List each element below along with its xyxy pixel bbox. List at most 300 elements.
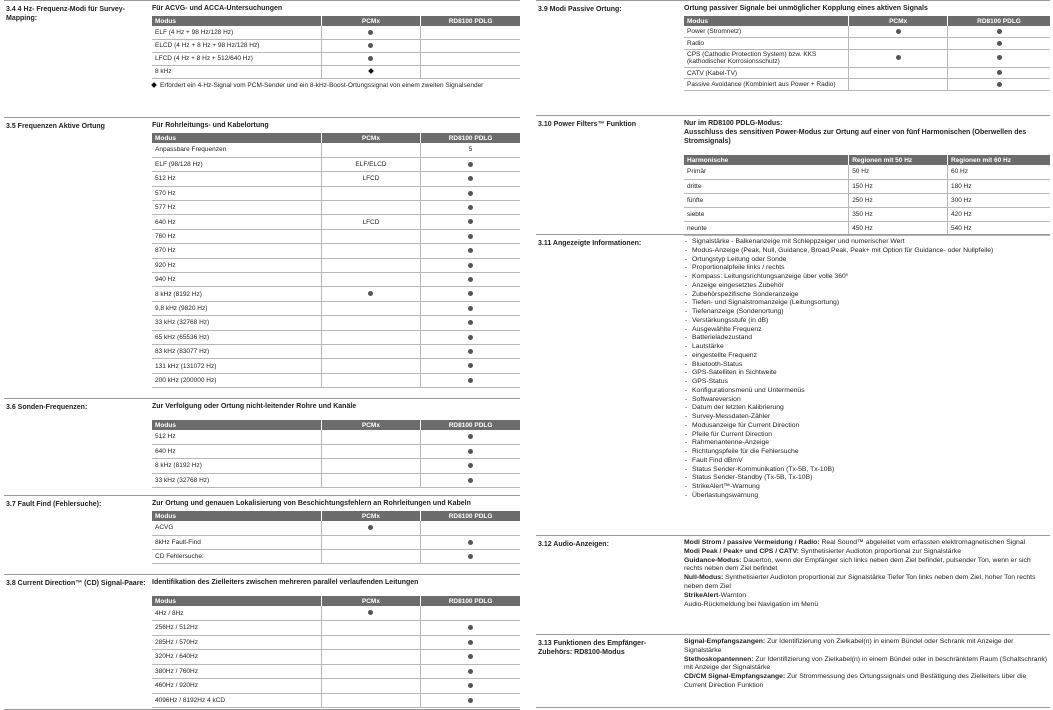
pcmx-cell bbox=[849, 67, 948, 79]
pcmx-cell bbox=[321, 52, 420, 65]
table-row bbox=[152, 664, 520, 679]
list-item: - Fault Find dBmV bbox=[692, 457, 1050, 466]
pcmx-cell bbox=[321, 621, 420, 636]
pcmx-cell bbox=[849, 26, 948, 38]
table-row bbox=[152, 301, 520, 315]
list-item: - Lautstärke bbox=[692, 343, 1050, 352]
list-item: - Signalstärke - Balkenanzeige mit Schleppzeiger und numerischer Wert bbox=[692, 238, 1050, 247]
bullet-dot-icon bbox=[368, 43, 373, 48]
table-header-row bbox=[152, 16, 520, 26]
pcmx-cell bbox=[321, 473, 420, 487]
mode-cell: 8 kHz (8192 Hz) bbox=[152, 287, 321, 301]
rd8100-cell bbox=[421, 635, 520, 650]
table-row bbox=[684, 26, 1050, 38]
bullet-dot-icon bbox=[468, 234, 473, 239]
rd8100-cell bbox=[948, 26, 1051, 38]
pcmx-cell bbox=[321, 301, 420, 315]
section-3-6 bbox=[4, 398, 520, 495]
bullet-dot-icon bbox=[468, 263, 473, 268]
section-3-9 bbox=[536, 0, 1050, 115]
paragraph bbox=[684, 574, 1050, 592]
table-row bbox=[684, 67, 1050, 79]
bullet-dot-icon bbox=[368, 56, 373, 61]
paragraph-label: CD/CM Signal-Empfangszange: bbox=[684, 673, 786, 681]
harmonic-cell: 420 Hz bbox=[948, 207, 1051, 221]
bullet-dot-icon bbox=[368, 30, 373, 35]
bullet-dot-icon bbox=[468, 248, 473, 253]
table-row bbox=[684, 38, 1050, 50]
section-3-5 bbox=[4, 117, 520, 398]
rd8100-cell bbox=[421, 650, 520, 665]
list-item: - GPS-Satelliten in Sichtweite bbox=[692, 369, 1050, 378]
list-item: - Batterieladezustand bbox=[692, 334, 1050, 343]
column-header: RD8100 PDLG bbox=[948, 16, 1051, 26]
table-row bbox=[152, 65, 520, 78]
paragraph bbox=[684, 557, 1050, 575]
paragraph-text: -Warnton bbox=[718, 591, 747, 599]
paragraph-label: Modi Strom / passive Vermeidung / Radio: bbox=[684, 539, 820, 546]
pcmx-cell bbox=[321, 650, 420, 665]
table-row bbox=[152, 459, 520, 473]
rd8100-cell bbox=[421, 316, 520, 330]
mode-cell: Power (Stromnetz) bbox=[684, 26, 849, 38]
column-header: PCMx bbox=[321, 596, 420, 606]
mode-cell: CATV (Kabel-TV) bbox=[684, 67, 849, 79]
table-row bbox=[152, 215, 520, 229]
column-header: PCMx bbox=[321, 420, 420, 430]
section-description: Für ACVG- und ACCA-Untersuchungen bbox=[152, 5, 283, 12]
section-body bbox=[684, 536, 1050, 634]
mode-cell: 83 kHz (83077 Hz) bbox=[152, 344, 321, 358]
bullet-dot-icon bbox=[468, 162, 473, 167]
right-column bbox=[536, 0, 1050, 708]
bullet-dot-icon bbox=[368, 291, 373, 296]
table-row bbox=[152, 26, 520, 39]
section-title: 3.8 Current Direction™ (CD) Signal-Paare: bbox=[6, 580, 146, 587]
section-title: 3.12 Audio-Anzeigen: bbox=[538, 541, 609, 548]
pcmx-cell bbox=[321, 549, 420, 563]
mode-cell: Passive Avoidance (Kombiniert aus Power + Radio) bbox=[684, 79, 849, 91]
rd8100-cell bbox=[421, 521, 520, 535]
diamond-icon bbox=[151, 82, 157, 88]
column-header: RD8100 PDLG bbox=[421, 133, 520, 143]
list-item: - Richtungspfeile für die Fehlersuche bbox=[692, 448, 1050, 457]
section-body bbox=[684, 1, 1050, 115]
rd8100-cell bbox=[421, 172, 520, 186]
rd8100-cell bbox=[421, 244, 520, 258]
bullet-dot-icon bbox=[468, 219, 473, 224]
mode-table bbox=[152, 511, 520, 564]
rd8100-cell bbox=[948, 38, 1051, 50]
column-header: Modus bbox=[152, 511, 321, 521]
section-3-10 bbox=[536, 115, 1050, 234]
section-title: 3.7 Fault Find (Fehlersuche): bbox=[6, 501, 102, 508]
column-header: PCMx bbox=[849, 16, 948, 26]
bullet-dot-icon bbox=[896, 29, 901, 34]
rd8100-cell bbox=[948, 49, 1051, 67]
rd8100-cell bbox=[421, 459, 520, 473]
paragraph bbox=[684, 601, 1050, 610]
section-title: 3.13 Funktionen des Empfänger-Zubehörs: RD8100-Modus bbox=[538, 640, 647, 656]
paragraph-label: Null-Modus: bbox=[684, 574, 724, 582]
mode-cell: 33 kHz (32768 Hz) bbox=[152, 316, 321, 330]
table-row bbox=[152, 359, 520, 373]
table-row bbox=[684, 221, 1050, 235]
pcmx-cell bbox=[321, 373, 420, 387]
table-row bbox=[684, 79, 1050, 91]
rd8100-cell bbox=[421, 186, 520, 200]
rd8100-cell bbox=[421, 359, 520, 373]
mode-cell: 131 kHz (131072 Hz) bbox=[152, 359, 321, 373]
column-header: PCMx bbox=[321, 511, 420, 521]
table-row bbox=[152, 143, 520, 157]
pcmx-cell bbox=[321, 606, 420, 621]
mode-cell: ELF (98/128 Hz) bbox=[152, 157, 321, 171]
table-row bbox=[152, 549, 520, 563]
list-item: - Konfigurationsmenü und Untermenüs bbox=[692, 387, 1050, 396]
mode-cell: 640 Hz bbox=[152, 444, 321, 458]
section-title: 3.11 Angezeigte Informationen: bbox=[538, 240, 642, 247]
pcmx-cell bbox=[321, 521, 420, 535]
table-header-row bbox=[152, 511, 520, 521]
bullet-dot-icon bbox=[368, 525, 373, 530]
column-header: RD8100 PDLG bbox=[421, 16, 520, 26]
rd8100-cell bbox=[421, 273, 520, 287]
bullet-dot-icon bbox=[468, 349, 473, 354]
list-item: - eingestellte Frequenz bbox=[692, 352, 1050, 361]
rd8100-cell bbox=[421, 287, 520, 301]
paragraph-text: Synthetisierter Audioton proportional zur Signalstärke bbox=[798, 547, 961, 555]
section-body bbox=[684, 116, 1050, 234]
table-header-row bbox=[684, 155, 1050, 165]
section-3-7 bbox=[4, 495, 520, 574]
rd8100-cell bbox=[421, 373, 520, 387]
list-item: - Kompass: Leitungsrichtungsanzeige über volle 360° bbox=[692, 273, 1050, 282]
bullet-dot-icon bbox=[468, 463, 473, 468]
table-row bbox=[152, 635, 520, 650]
pcmx-cell bbox=[321, 65, 420, 78]
paragraph-text: Real Sound™ abgeleitet vom erfassten elektromagnetischen Signal bbox=[819, 539, 1026, 546]
pcmx-cell bbox=[321, 201, 420, 215]
rd8100-cell bbox=[421, 693, 520, 708]
table-row bbox=[152, 273, 520, 287]
column-header: PCMx bbox=[321, 16, 420, 26]
list-item: - Überlastungswarnung bbox=[692, 492, 1050, 501]
mode-cell: 870 Hz bbox=[152, 244, 321, 258]
section-title: 3.9 Modi Passive Ortung: bbox=[538, 6, 622, 13]
table-row bbox=[152, 172, 520, 186]
harmonic-cell: 50 Hz bbox=[849, 165, 948, 179]
mode-cell: ELCD (4 Hz + 8 Hz + 98 Hz/128 Hz) bbox=[152, 39, 321, 52]
bullet-dot-icon bbox=[896, 55, 901, 60]
pcmx-cell: LFCD bbox=[321, 172, 420, 186]
section-description: Identifikation des Zielleiters zwischen mehreren parallel verlaufenden Leitungen bbox=[152, 579, 419, 586]
section-description: Zur Ortung und genauen Lokalisierung von Beschichtungsfehlern an Rohrleitungen und Kabeln bbox=[152, 500, 471, 507]
mode-table bbox=[684, 16, 1050, 91]
table-row bbox=[152, 287, 520, 301]
bullet-dot-icon bbox=[997, 82, 1002, 87]
rd8100-cell bbox=[421, 664, 520, 679]
section-description: Zur Verfolgung oder Ortung nicht-leitender Rohre und Kanäle bbox=[152, 403, 357, 410]
section-3-12 bbox=[536, 535, 1050, 634]
rd8100-cell bbox=[421, 549, 520, 563]
pcmx-cell bbox=[321, 143, 420, 157]
paragraph bbox=[684, 656, 1050, 674]
table-row bbox=[152, 344, 520, 358]
table-row bbox=[152, 621, 520, 636]
paragraph bbox=[684, 539, 1050, 548]
pcmx-cell bbox=[321, 535, 420, 549]
rd8100-cell bbox=[421, 201, 520, 215]
pcmx-cell bbox=[321, 330, 420, 344]
bullet-dot-icon bbox=[468, 434, 473, 439]
column-header: RD8100 PDLG bbox=[421, 511, 520, 521]
bullet-dot-icon bbox=[468, 669, 473, 674]
harmonic-cell: dritte bbox=[684, 179, 849, 193]
column-header: Modus bbox=[152, 420, 321, 430]
bullet-dot-icon bbox=[468, 320, 473, 325]
mode-cell: 920 Hz bbox=[152, 258, 321, 272]
bullet-dot-icon bbox=[468, 191, 473, 196]
section-body bbox=[152, 1, 520, 117]
bullet-dot-icon bbox=[997, 41, 1002, 46]
table-row bbox=[684, 207, 1050, 221]
paragraph bbox=[684, 592, 1050, 601]
bullet-dot-icon bbox=[468, 640, 473, 645]
mode-cell: 760 Hz bbox=[152, 229, 321, 243]
pcmx-cell bbox=[321, 459, 420, 473]
table-row bbox=[152, 473, 520, 487]
mode-cell: LFCD (4 Hz + 8 Hz + 512/640 Hz) bbox=[152, 52, 321, 65]
bullet-dot-icon bbox=[468, 449, 473, 454]
harmonic-cell: 180 Hz bbox=[948, 179, 1051, 193]
list-item: - Verstärkungsstufe (in dB) bbox=[692, 317, 1050, 326]
mode-cell bbox=[684, 49, 849, 67]
rd8100-cell bbox=[948, 79, 1051, 91]
mode-cell: 4096Hz / 8192Hz 4 kCD bbox=[152, 693, 321, 708]
section-body bbox=[152, 575, 520, 709]
pcmx-cell bbox=[849, 49, 948, 67]
column-header: PCMx bbox=[321, 133, 420, 143]
table-row bbox=[152, 186, 520, 200]
section-body bbox=[684, 635, 1050, 707]
paragraph-text: Zur Strommessung des Ortungssignals und Bestätigung des Zielleiters über die Current Direction Funktion bbox=[684, 673, 1027, 689]
mode-cell: 640 Hz bbox=[152, 215, 321, 229]
pcmx-cell bbox=[321, 26, 420, 39]
mode-cell: 33 kHz (32768 Hz) bbox=[152, 473, 321, 487]
pcmx-cell bbox=[321, 273, 420, 287]
section-body bbox=[152, 118, 520, 398]
mode-label-line2: (kathodischer Korrosionsschutz) bbox=[687, 58, 780, 66]
footnote-text: Erfordert ein 4-Hz-Signal vom PCM-Sender und ein 8-kHz-Boost-Ortungssignal von einem zweiten Signalsender bbox=[160, 81, 484, 89]
rd8100-cell bbox=[421, 679, 520, 694]
table-row bbox=[152, 201, 520, 215]
list-item: - Bluetooth-Status bbox=[692, 361, 1050, 370]
mode-cell: Anpassbare Frequenzen bbox=[152, 143, 321, 157]
bullet-dot-icon bbox=[997, 55, 1002, 60]
paragraph-label: StrikeAlert bbox=[684, 591, 719, 599]
list-item: - Zubehörspezifische Sonderanzeige bbox=[692, 291, 1050, 300]
harmonic-cell: fünfte bbox=[684, 193, 849, 207]
rd8100-cell bbox=[421, 330, 520, 344]
list-item: - Datum der letzten Kalibrierung bbox=[692, 404, 1050, 413]
mode-table bbox=[152, 133, 520, 388]
bullet-dot-icon bbox=[468, 378, 473, 383]
mode-cell: 320Hz / 640Hz bbox=[152, 650, 321, 665]
mode-cell: 512 Hz bbox=[152, 172, 321, 186]
pcmx-cell bbox=[321, 635, 420, 650]
bullet-dot-icon bbox=[468, 478, 473, 483]
list-item: - Survey-Messdaten-Zähler bbox=[692, 413, 1050, 422]
mode-label: CPS (Cathodic Protection System) bzw. KKS bbox=[687, 50, 817, 58]
column-header: Harmonische bbox=[684, 155, 849, 165]
harmonic-cell: 60 Hz bbox=[948, 165, 1051, 179]
paragraph-label: Stethoskopantennen: bbox=[684, 655, 754, 663]
pcmx-cell bbox=[321, 287, 420, 301]
pcmx-cell bbox=[849, 79, 948, 91]
paragraph-text: Dauerton, wenn der Empfänger sich links neben dem Ziel befindet, pulsender Ton, wenn er sich rechts neben dem Ziel befindet bbox=[684, 556, 1031, 573]
pcmx-cell bbox=[321, 664, 420, 679]
harmonic-cell: 300 Hz bbox=[948, 193, 1051, 207]
table-header-row bbox=[152, 596, 520, 606]
rd8100-cell bbox=[421, 535, 520, 549]
paragraph-text: Synthetisierter Audioton proportional zur Signalstärke Tiefer Ton links neben dem Ziel, hoher Ton rechts neben dem Ziel bbox=[684, 574, 1036, 590]
section-description: Nur im RD8100 PDLG-Modus: bbox=[684, 120, 783, 127]
column-header: Regionen mit 60 Hz bbox=[948, 155, 1051, 165]
pcmx-cell bbox=[321, 444, 420, 458]
section-body bbox=[152, 399, 520, 495]
rd8100-cell bbox=[421, 39, 520, 52]
section-description: Ortung passiver Signale bei unmöglicher Kopplung eines aktiven Signals bbox=[684, 5, 928, 12]
table-row bbox=[152, 258, 520, 272]
rd8100-cell bbox=[421, 301, 520, 315]
harmonic-cell: 150 Hz bbox=[849, 179, 948, 193]
pcmx-cell bbox=[321, 344, 420, 358]
list-item: - Rahmenantenne-Anzeige bbox=[692, 439, 1050, 448]
rd8100-cell bbox=[948, 67, 1051, 79]
mode-cell: CD Fehlersuche: bbox=[152, 549, 321, 563]
section-description: Für Rohrleitungs- und Kabelortung bbox=[152, 122, 269, 129]
bullet-dot-icon bbox=[468, 625, 473, 630]
list-item: - Anzeige eingesetztes Zubehör bbox=[692, 282, 1050, 291]
mode-cell: ELF (4 Hz + 98 Hz/128 Hz) bbox=[152, 26, 321, 39]
list-item: - Modusanzeige für Current Direction bbox=[692, 422, 1050, 431]
rd8100-cell bbox=[421, 473, 520, 487]
rd8100-cell bbox=[421, 621, 520, 636]
bullet-dot-icon bbox=[468, 363, 473, 368]
pcmx-cell bbox=[321, 693, 420, 708]
mode-cell: 9,8 kHz (9820 Hz) bbox=[152, 301, 321, 315]
info-list bbox=[684, 238, 1050, 501]
mode-cell: 200 kHz (200000 Hz) bbox=[152, 373, 321, 387]
table-row bbox=[152, 650, 520, 665]
bullet-dot-icon bbox=[468, 540, 473, 545]
pcmx-cell bbox=[321, 186, 420, 200]
table-row bbox=[152, 521, 520, 535]
pcmx-cell: ELF/ELCD bbox=[321, 157, 420, 171]
rd8100-cell bbox=[421, 52, 520, 65]
mode-cell: 460Hz / 920Hz bbox=[152, 679, 321, 694]
table-row bbox=[152, 693, 520, 708]
table-row bbox=[152, 316, 520, 330]
table-row bbox=[152, 39, 520, 52]
diamond-icon bbox=[368, 68, 374, 74]
pcmx-cell bbox=[849, 38, 948, 50]
rd8100-cell bbox=[421, 444, 520, 458]
rd8100-cell bbox=[421, 606, 520, 621]
pcmx-cell bbox=[321, 679, 420, 694]
mode-cell: 940 Hz bbox=[152, 273, 321, 287]
rd8100-cell bbox=[421, 430, 520, 444]
table-row bbox=[684, 193, 1050, 207]
table-row bbox=[152, 679, 520, 694]
bullet-dot-icon bbox=[468, 335, 473, 340]
bullet-dot-icon bbox=[468, 306, 473, 311]
table-row bbox=[684, 49, 1050, 67]
pcmx-cell bbox=[321, 430, 420, 444]
rd8100-cell bbox=[421, 344, 520, 358]
list-item: - StrikeAlert™-Warnung bbox=[692, 483, 1050, 492]
bullet-dot-icon bbox=[468, 698, 473, 703]
bullet-dot-icon bbox=[468, 205, 473, 210]
list-item: - Proportionalpfeile links / rechts bbox=[692, 264, 1050, 273]
mode-cell: 4Hz / 8Hz bbox=[152, 606, 321, 621]
pcmx-cell bbox=[321, 359, 420, 373]
mode-cell: 380Hz / 760Hz bbox=[152, 664, 321, 679]
bullet-dot-icon bbox=[468, 683, 473, 688]
list-item: - Ortungstyp Leitung oder Sonde bbox=[692, 256, 1050, 265]
harmonic-cell: 350 Hz bbox=[849, 207, 948, 221]
list-item: - Tiefenanzeige (Sondenortung) bbox=[692, 308, 1050, 317]
list-item: - Modus-Anzeige (Peak, Null, Guidance, Broad Peak, Peak+ mit Option für Guidance- oder Nullpfeile) bbox=[692, 247, 1050, 256]
rd8100-cell: 5 bbox=[421, 143, 520, 157]
list-item: - Softwareversion bbox=[692, 396, 1050, 405]
column-header: Modus bbox=[152, 16, 321, 26]
column-header: Modus bbox=[684, 16, 849, 26]
paragraph-text: Zur Identifizierung von Zielkabel(n) in einem Bündel oder Schrank mit Anzeige der Signalstärke bbox=[684, 638, 1014, 654]
section-3-8 bbox=[4, 574, 520, 710]
paragraph-label: Signal-Empfangszangen: bbox=[684, 638, 766, 645]
column-header: Modus bbox=[152, 596, 321, 606]
pcmx-cell: LFCD bbox=[321, 215, 420, 229]
mode-cell: 8kHz Fault-Find bbox=[152, 535, 321, 549]
bullet-dot-icon bbox=[997, 29, 1002, 34]
table-row bbox=[152, 444, 520, 458]
table-header-row bbox=[152, 420, 520, 430]
rd8100-cell bbox=[421, 229, 520, 243]
bullet-dot-icon bbox=[468, 654, 473, 659]
rd8100-cell bbox=[421, 258, 520, 272]
mode-cell: 285Hz / 570Hz bbox=[152, 635, 321, 650]
mode-table bbox=[152, 420, 520, 488]
pcmx-cell bbox=[321, 39, 420, 52]
section-3-11 bbox=[536, 234, 1050, 535]
pcmx-cell bbox=[321, 244, 420, 258]
harmonic-cell: 450 Hz bbox=[849, 221, 948, 235]
harmonic-cell: siebte bbox=[684, 207, 849, 221]
table-row bbox=[152, 330, 520, 344]
list-item: - Ausgewählte Frequenz bbox=[692, 326, 1050, 335]
list-item: - Pfeile für Current Direction bbox=[692, 431, 1050, 440]
paragraph-text: Zur Identifizierung von Zielkabel(n) in einem Bündel oder in beschränktem Raum (Schaltschrank) mit Anzeige der Signalstärke bbox=[684, 655, 1048, 672]
harmonic-cell: 540 Hz bbox=[948, 221, 1051, 235]
mode-cell: 512 Hz bbox=[152, 430, 321, 444]
table-row bbox=[152, 229, 520, 243]
paragraph-label: Modi Peak / Peak+ und CPS / CATV: bbox=[684, 547, 799, 555]
mode-cell: 570 Hz bbox=[152, 186, 321, 200]
list-item: - Status Sender-Kommunikation (Tx-5B, Tx-10B) bbox=[692, 466, 1050, 475]
table-row bbox=[152, 373, 520, 387]
